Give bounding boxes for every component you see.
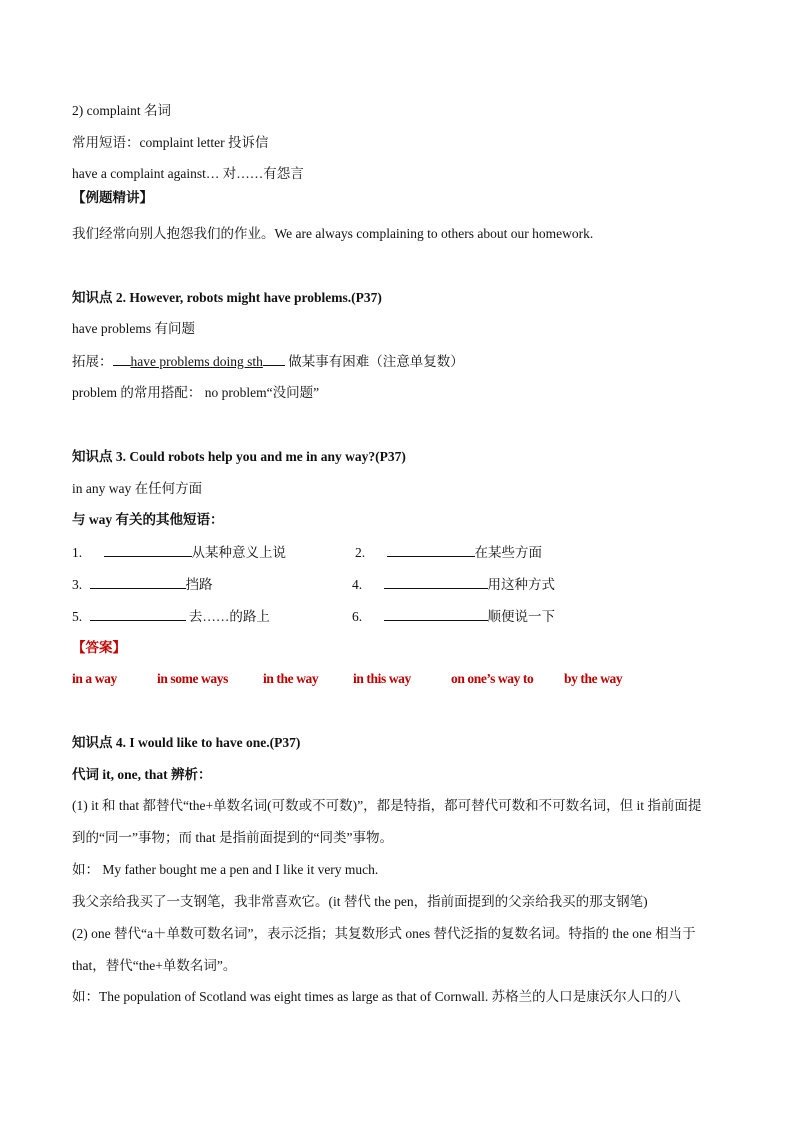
fill-blank [90,607,186,621]
example-sentence: 我们经常向别人抱怨我们的作业。We are always complaining to others about our homework. [72,226,594,241]
problem-collocation: problem 的常用搭配： no problem“没问题” [72,385,320,400]
complaint-against-phrase: have a complaint against… 对……有怨言 [72,166,304,181]
fill-blank [387,543,475,557]
expansion-suffix: 做某事有困难（注意单复数） [284,354,464,369]
way-phrases-subtitle: 与 way 有关的其他短语： [72,512,224,527]
rule-1-line-2: 到的“同一”事物；而 that 是指前面提到的“同类”事物。 [72,830,393,845]
answer-3: in the way [263,671,319,686]
in-any-way-line: in any way 在任何方面 [72,481,203,496]
blank-item-4: 4. 用这种方式 [352,577,555,592]
example-1: 如： My father bought me a pen and I like it very much. [72,862,379,877]
fill-blank [384,607,488,621]
pronoun-subtitle: 代词 it, one, that 辨析： [72,767,212,782]
answer-5: on one’s way to [451,671,534,686]
knowledge-point-4-title: 知识点 4. I would like to have one.(P37) [72,735,301,750]
answer-1: in a way [72,671,117,686]
common-phrase: 常用短语：complaint letter 投诉信 [72,135,269,150]
blank-item-6: 6. 顺便说一下 [352,609,555,624]
blank-short [263,352,285,366]
answer-6: by the way [564,671,623,686]
fill-blank [384,575,488,589]
answer-4: in this way [353,671,411,686]
rule-1-line-1: (1) it 和 that 都替代“the+单数名词(可数或不可数)”，都是特指，都可替代可数和不可数名词，但 it 指前面提 [72,798,702,813]
expansion-prefix: 拓展： [72,354,113,369]
blank-item-5: 5. 去……的路上 [72,609,270,624]
knowledge-point-2-title: 知识点 2. However, robots might have problems.(P37) [72,290,382,305]
example-label: 【例题精讲】 [72,190,153,205]
example-2: 如：The population of Scotland was eight times as large as that of Cornwall. 苏格兰的人口是康沃尔人口的八 [72,989,681,1004]
knowledge-point-3-title: 知识点 3. Could robots help you and me in any way?(P37) [72,449,406,464]
answer-label: 【答案】 [72,640,126,655]
complaint-noun-heading: 2) complaint 名词 [72,103,171,118]
answer-2: in some ways [157,671,228,686]
blank-short [113,352,131,366]
fill-blank [104,543,192,557]
fill-blank [90,575,186,589]
example-1-chinese: 我父亲给我买了一支钢笔，我非常喜欢它。(it 替代 the pen，指前面提到的父亲给我买的那支钢笔) [72,894,648,909]
expansion-fill: have problems doing sth [130,354,263,369]
blank-item-1: 1. 从某种意义上说 [72,545,286,560]
blank-item-2: 2. 在某些方面 [355,545,542,560]
blank-item-3: 3. 挡路 [72,577,213,592]
expansion-line [72,352,464,371]
have-problems-line: have problems 有问题 [72,321,195,336]
answer-row [72,670,722,688]
rule-2-line-2: that，替代“the+单数名词”。 [72,958,237,973]
rule-2-line-1: (2) one 替代“a＋单数可数名词”，表示泛指；其复数形式 ones 替代泛指的复数名词。特指的 the one 相当于 [72,926,696,941]
